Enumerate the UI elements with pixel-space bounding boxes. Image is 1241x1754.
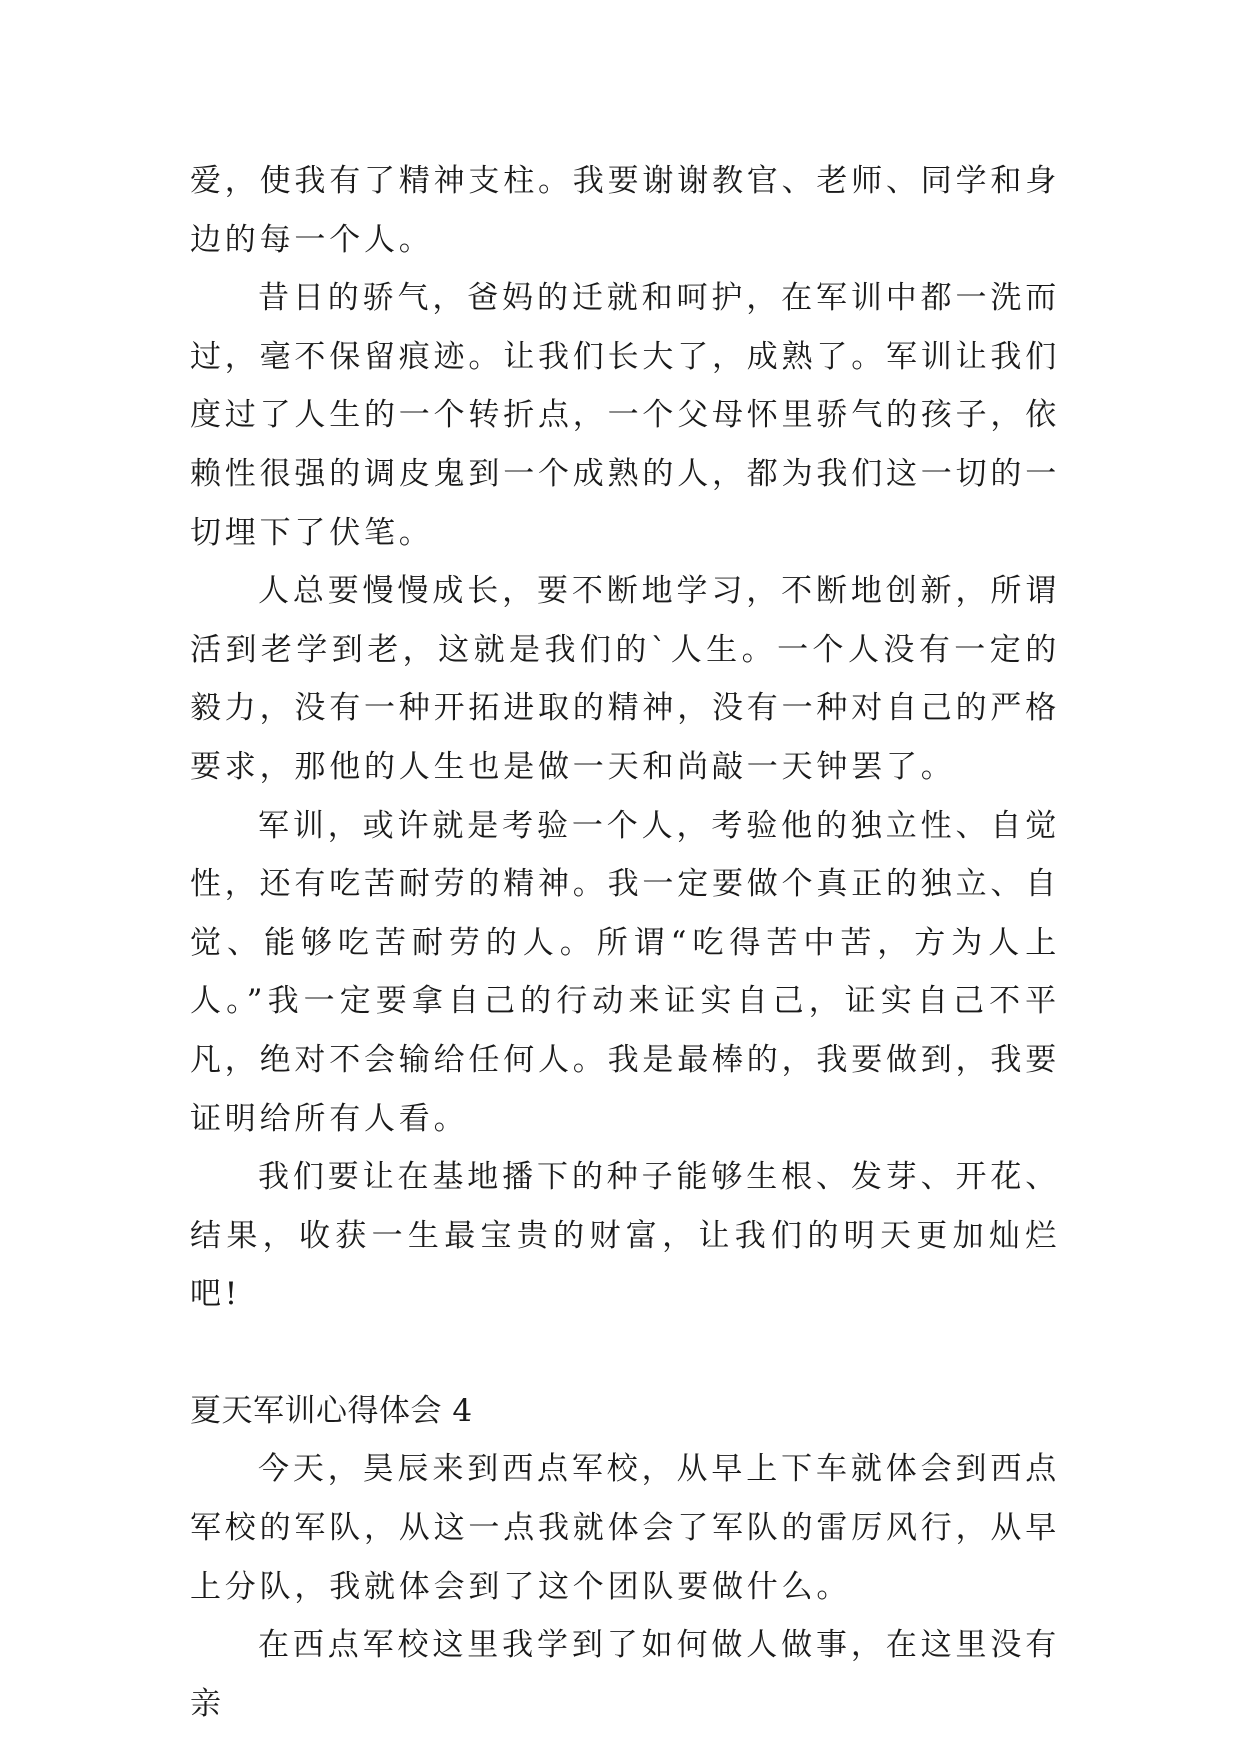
paragraph-4: 军训，或许就是考验一个人，考验他的独立性、自觉性，还有吃苦耐劳的精神。我一定要做个真正的独立、自觉、能够吃苦耐劳的人。所谓“吃得苦中苦，方为人上人。”我一定要拿自己的行动来证实自己，证实自己不平凡，绝对不会输给任何人。我是最棒的，我要做到，我要证明给所有人看。	[190, 807, 1060, 1137]
section-heading: 夏天军训心得体会 4	[190, 1392, 473, 1429]
paragraph-7: 在西点军校这里我学到了如何做人做事，在这里没有亲	[190, 1627, 1060, 1722]
paragraph-6: 今天，昊辰来到西点军校，从早上下车就体会到西点军校的军队，从这一点我就体会了军队的雷厉风行，从早上分队，我就体会到了这个团队要做什么。	[190, 1451, 1060, 1605]
paragraph-2: 昔日的骄气，爸妈的迁就和呵护，在军训中都一洗而过，毫不保留痕迹。让我们长大了，成熟了。军训让我们度过了人生的一个转折点，一个父母怀里骄气的孩子，依赖性很强的调皮鬼到一个成熟的人，都为我们这一切的一切埋下了伏笔。	[190, 280, 1060, 551]
paragraph-5: 我们要让在基地播下的种子能够生根、发芽、开花、结果，收获一生最宝贵的财富，让我们的明天更加灿烂吧!	[190, 1159, 1060, 1313]
paragraph-1: 爱，使我有了精神支柱。我要谢谢教官、老师、同学和身边的每一个人。	[190, 163, 1060, 258]
paragraph-3: 人总要慢慢成长，要不断地学习，不断地创新，所谓活到老学到老，这就是我们的`人生。一个人没有一定的毅力，没有一种开拓进取的精神，没有一种对自己的严格要求，那他的人生也是做一天和尚敲一天钟罢了。	[190, 573, 1060, 785]
document-body	[190, 152, 1060, 1733]
